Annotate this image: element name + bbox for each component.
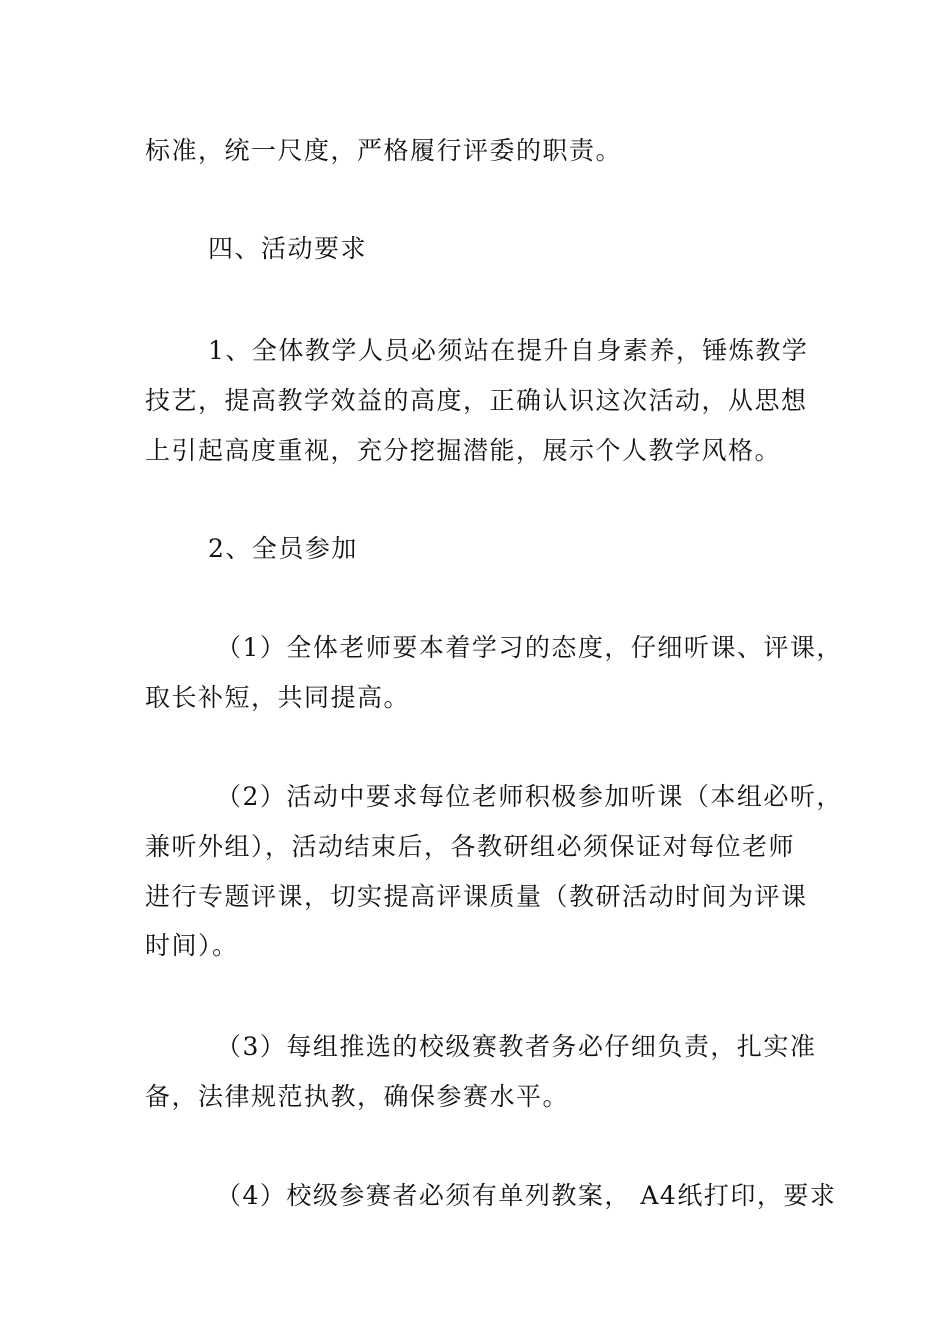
paragraph-line: 取长补短，共同提高。 xyxy=(145,683,411,712)
paragraph-line: 进行专题评课，切实提高评课质量（教研活动时间为评课 xyxy=(145,882,808,911)
paragraph-line: 2、全员参加 xyxy=(208,534,358,563)
section-heading: 四、活动要求 xyxy=(208,234,368,263)
paragraph-line: （4）校级参赛者必须有单列教案， A4纸打印，要求 xyxy=(216,1181,837,1210)
paragraph-line: 时间）。 xyxy=(145,931,239,960)
paragraph-line: 备，法律规范执教，确保参赛水平。 xyxy=(145,1082,570,1111)
paragraph-line: 兼听外组），活动结束后，各教研组必须保证对每位老师 xyxy=(145,832,796,861)
paragraph-line: 上引起高度重视，充分挖掘潜能，展示个人教学风格。 xyxy=(145,436,782,465)
paragraph-line: （1）全体老师要本着学习的态度，仔细听课、评课， xyxy=(216,633,843,662)
paragraph-line: （3）每组推选的校级赛教者务必仔细负责，扎实准 xyxy=(216,1032,817,1061)
paragraph-line: 1、全体教学人员必须站在提升自身素养，锤炼教学 xyxy=(208,336,809,365)
paragraph-line: 标准，统一尺度，严格履行评委的职责。 xyxy=(145,136,623,165)
paragraph-line: 技艺，提高教学效益的高度，正确认识这次活动，从思想 xyxy=(145,386,808,415)
paragraph-line: （2）活动中要求每位老师积极参加听课（本组必听， xyxy=(216,782,843,811)
